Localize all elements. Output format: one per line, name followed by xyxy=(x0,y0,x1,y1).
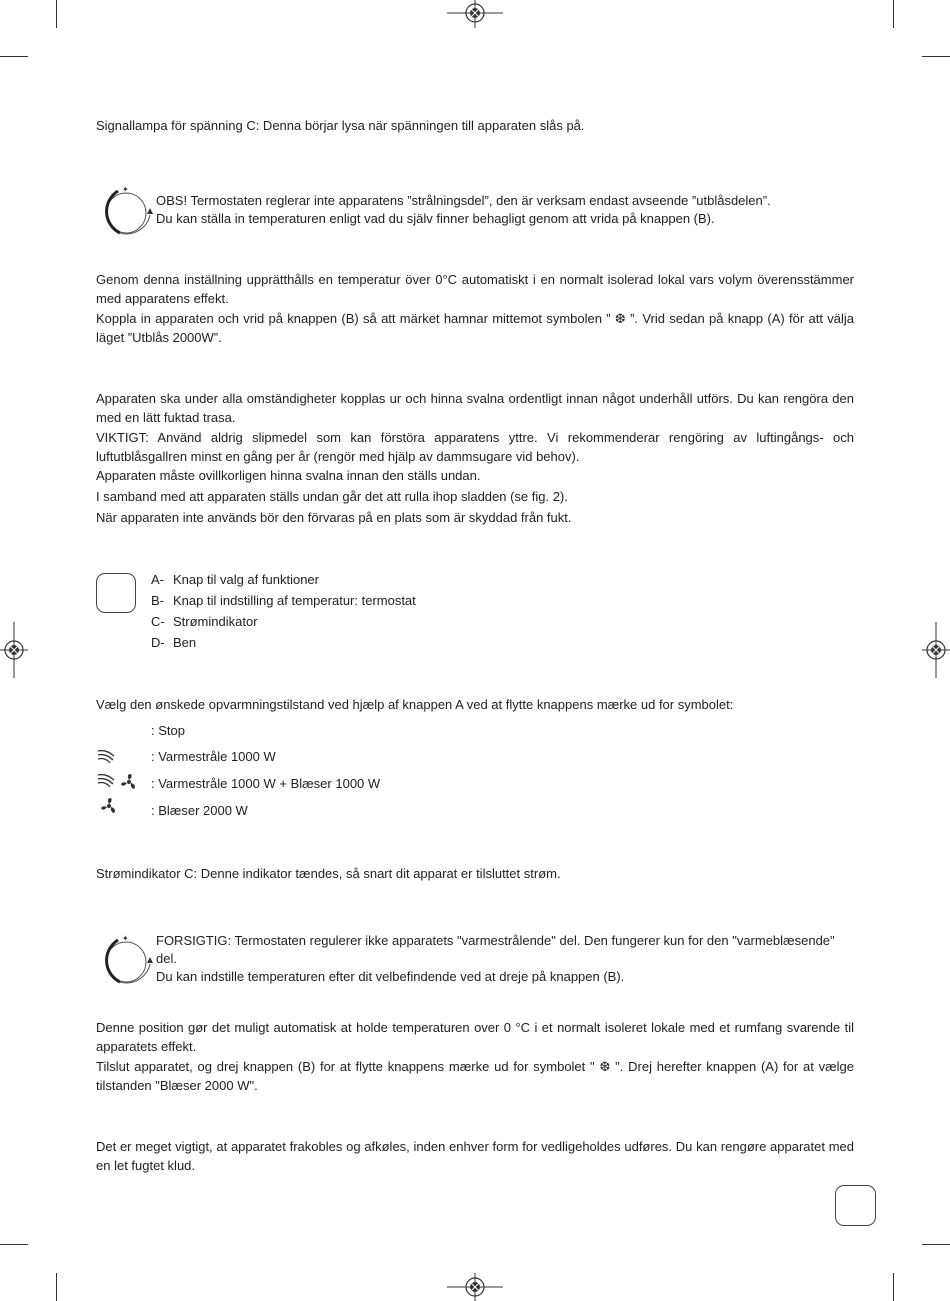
section-badge xyxy=(96,573,136,613)
registration-mark-icon xyxy=(0,622,28,678)
caution-note xyxy=(156,932,836,986)
page-badge xyxy=(835,1185,876,1226)
frost-instruction-dk-start: Tilslut apparatet, og drej knappen (B) for at flytte knappens mærke ud for symbolet " xyxy=(96,1059,595,1074)
obs-line-1: OBS! Termostaten reglerar inte apparatens ”strålningsdel”, den är verksam endast avseende ”utblåsdelen”. xyxy=(156,193,771,208)
snowflake-icon: ❆ xyxy=(614,311,626,326)
legend-text: Ben xyxy=(173,635,197,650)
registration-mark-icon xyxy=(922,622,950,678)
clean-paragraph-se-2: VIKTIGT: Använd aldrig slipmedel som kan förstöra apparatens yttre. Vi rekommenderar rengöring av luftingångs- och luftutblåsgallren minst en gång per år (rengör med hjälp av dammsugare vid behov). xyxy=(96,430,854,464)
fan-icon xyxy=(120,773,138,791)
frost-instruction-se xyxy=(96,309,854,347)
mode-fan: : Blæser 2000 W xyxy=(151,803,248,818)
radiant-heat-icon xyxy=(97,748,121,764)
clean-paragraph-se-3: Apparaten måste ovillkorligen hinna svalna innan den ställs undan. xyxy=(96,468,481,483)
thermostat-dial-icon xyxy=(96,184,154,240)
crop-mark xyxy=(0,56,28,57)
crop-mark xyxy=(56,1273,57,1301)
crop-mark xyxy=(922,56,950,57)
legend-text: Knap til valg af funktioner xyxy=(173,572,319,587)
frost-instruction-se-start: Koppla in apparaten och vrid på knappen (B) så att märket hamnar mittemot symbolen ” xyxy=(96,311,611,326)
clean-paragraph-se-4: I samband med att apparaten ställs undan går det att rulla ihop sladden (se fig. 2). xyxy=(96,489,568,504)
signal-paragraph-se: Signallampa för spänning C: Denna börjar lysa när spänningen till apparaten slås på. xyxy=(96,118,585,133)
clean-paragraph-se-5: När apparaten inte används bör den förvaras på en plats som är skyddad från fukt. xyxy=(96,510,572,525)
legend-text: Strømindikator xyxy=(173,614,258,629)
mode-stop: : Stop xyxy=(151,723,185,738)
frost-paragraph-dk: Denne position gør det muligt automatisk at holde temperaturen over 0 °C i et normalt isoleret lokale med et rumfang svarende til apparatets effekt. xyxy=(96,1020,854,1054)
parts-legend xyxy=(151,569,416,653)
legend-key: A- xyxy=(151,572,164,587)
frost-paragraph-se: Genom denna inställning upprätthålls en temperatur över 0°C automatiskt i en normalt isolerad lokal vars volym överensstämmer med apparatens effekt. xyxy=(96,272,854,306)
legend-key: B- xyxy=(151,593,164,608)
caution-line-1: FORSIGTIG: Termostaten regulerer ikke apparatets "varmestrålende" del. Den fungerer kun for den "varmeblæsende" del. xyxy=(156,933,835,966)
clean-paragraph-dk: Det er meget vigtigt, at apparatet frakobles og afkøles, inden enhver form for vedligeholdes udføres. Du kan rengøre apparatet med en let fugtet klud. xyxy=(96,1139,854,1173)
clean-paragraph-se-1: Apparaten ska under alla omständigheter kopplas ur och hinna svalna ordentligt innan något underhåll utförs. Du kan rengöra den med en lätt fuktad trasa. xyxy=(96,391,854,425)
svg-text:✦: ✦ xyxy=(122,934,129,943)
thermostat-dial-icon xyxy=(96,933,154,989)
crop-mark xyxy=(922,1244,950,1245)
registration-mark-icon xyxy=(447,1273,503,1301)
crop-mark xyxy=(893,0,894,28)
legend-item xyxy=(151,590,416,611)
obs-note xyxy=(156,192,836,228)
caution-line-2: Du kan indstille temperaturen efter dit velbefindende ved at dreje på knappen (B). xyxy=(156,969,625,984)
frost-instruction-se-end: ”. Vrid sedan på knapp (A) för att välja läget ”Utblås 2000W”. xyxy=(96,311,854,345)
mode-radiant-fan: : Varmestråle 1000 W + Blæser 1000 W xyxy=(151,776,381,791)
snowflake-icon: ❆ xyxy=(599,1059,611,1074)
frost-instruction-dk-end: ". Drej herefter knappen (A) for at vælge tilstanden "Blæser 2000 W". xyxy=(96,1059,855,1093)
mode-radiant: : Varmestråle 1000 W xyxy=(151,749,276,764)
legend-key: D- xyxy=(151,635,165,650)
select-mode-paragraph: Vælg den ønskede opvarmningstilstand ved hjælp af knappen A ved at flytte knappens mærke ud for symbolet: xyxy=(96,697,734,712)
crop-mark xyxy=(893,1273,894,1301)
legend-key: C- xyxy=(151,614,165,629)
legend-item xyxy=(151,611,416,632)
crop-mark xyxy=(56,0,57,28)
crop-mark xyxy=(0,1244,28,1245)
indicator-paragraph-dk: Strømindikator C: Denne indikator tændes, så snart dit apparat er tilsluttet strøm. xyxy=(96,866,561,881)
radiant-heat-icon xyxy=(97,772,121,788)
fan-icon xyxy=(100,797,118,815)
legend-item xyxy=(151,632,416,653)
obs-line-2: Du kan ställa in temperaturen enligt vad du själv finner behagligt genom att vrida på knappen (B). xyxy=(156,211,715,226)
legend-item xyxy=(151,569,416,590)
registration-mark-icon xyxy=(447,0,503,28)
legend-text: Knap til indstilling af temperatur: termostat xyxy=(173,593,416,608)
svg-text:✦: ✦ xyxy=(122,185,129,194)
frost-instruction-dk xyxy=(96,1057,854,1095)
